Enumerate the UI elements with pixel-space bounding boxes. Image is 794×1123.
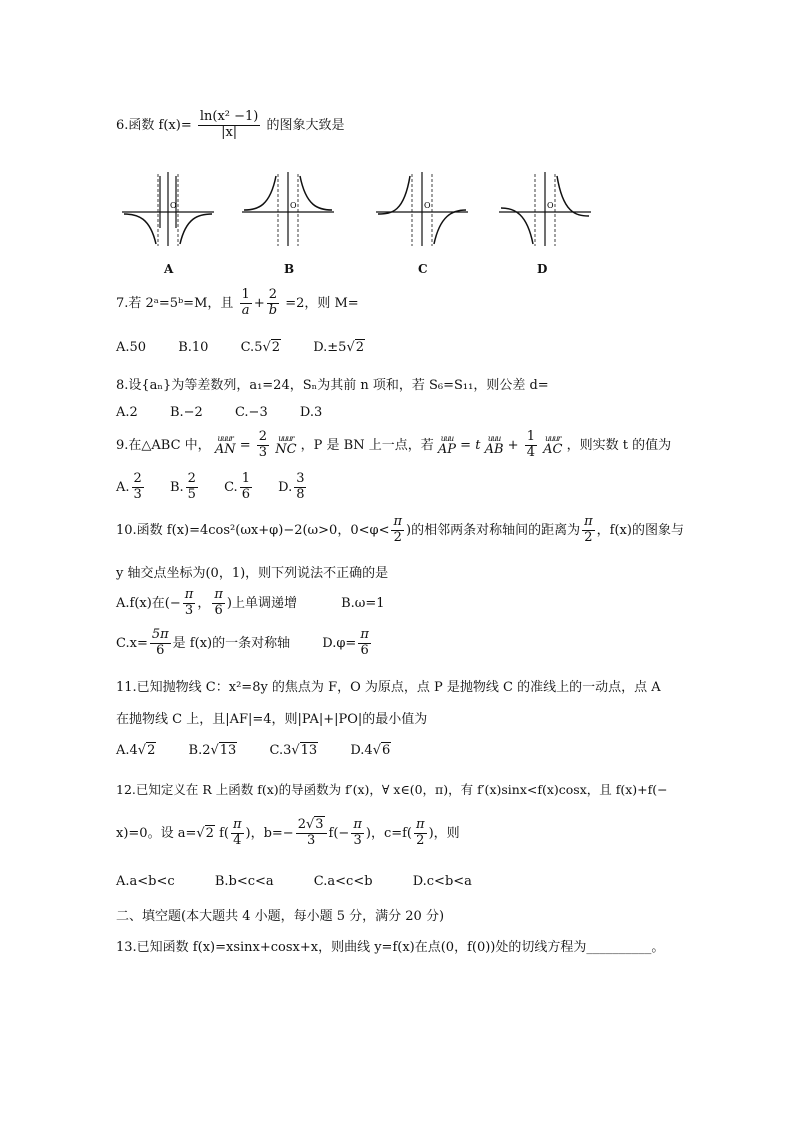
q8-option-a: A.2	[116, 405, 138, 420]
graph-d-label: D	[537, 262, 548, 276]
q9-option-c-pre: C.	[224, 479, 238, 495]
q6-denominator: |x|	[221, 124, 238, 140]
vector-an	[215, 435, 236, 456]
graph-d	[495, 168, 595, 248]
q11-option-b-rad: 13	[219, 743, 237, 758]
q11-option-b-pre: B.2	[188, 743, 211, 758]
q12-pi: π	[232, 817, 242, 832]
q10-line-2: y 轴交点坐标为(0，1)，则下列说法不正确的是	[116, 566, 389, 581]
vector-mark: uuu	[440, 433, 454, 443]
q11-option-a-pre: A.4	[116, 743, 138, 758]
q8-option-d: D.3	[299, 405, 323, 420]
q9-option-d	[278, 472, 308, 503]
q7-frac-2-num: 2	[268, 287, 278, 302]
q7-prefix: 7.若 2ᵃ=5ᵇ=M，且	[116, 295, 234, 311]
q10-options-cd	[116, 628, 401, 659]
q12-line-2: x)=0。设 a=√2 f( $\frac{\pi}{4}$ )，b=− $\frac{2√3}{3}$ f(− $\frac{\pi}{3}$ )，c=f( $\frac{\pi}{2}$ )，则	[116, 817, 460, 848]
q10-option-a	[116, 588, 297, 619]
q10-text-1: 10.函数 f(x)=4cos²(ωx+φ)−2(ω>0，0<φ<	[116, 522, 390, 538]
q12-text-e: )，则	[428, 825, 460, 841]
q11-option-c: C.3√13	[269, 743, 318, 758]
q10-option-d-pi: π	[360, 627, 369, 642]
q10-options-ab	[116, 588, 413, 619]
q12-f: f(	[219, 825, 229, 841]
q13-text: 13.已知函数 f(x)=xsinx+cosx+x，则曲线 y=f(x)在点(0，f(0))处的切线方程为	[116, 940, 587, 955]
q11-option-b: B.2√13	[188, 743, 237, 758]
q12-option-c: C.a<c<b	[313, 874, 373, 889]
q9-frac-2-den: 4	[526, 444, 535, 460]
q6-numerator: ln(x² −1)	[199, 109, 259, 124]
q7-options	[116, 340, 393, 355]
q11-option-a-rad: 2	[147, 743, 156, 758]
q10-comma: ，	[197, 595, 211, 611]
q12-rad-2: 2	[205, 825, 214, 841]
q7-suffix: =2，则 M=	[285, 295, 359, 311]
q9-option-a	[116, 472, 146, 503]
svg-text:O: O	[290, 201, 297, 210]
q12-pi-3: π	[416, 817, 425, 832]
q10-option-c-pre: C.x=	[116, 635, 148, 651]
q10-pi: π	[393, 514, 403, 529]
q9-option-b	[170, 472, 200, 503]
graph-b-label: B	[284, 262, 295, 276]
vector-ac	[543, 435, 562, 456]
q9-option-c-num: 1	[241, 471, 250, 486]
vector-mark: uuur	[545, 433, 561, 443]
q11-option-d-rad: 6	[382, 743, 391, 758]
q10-option-a-suffix: )上单调递增	[226, 595, 297, 611]
q11-option-c-rad: 13	[300, 743, 318, 758]
sqrt-symbol: √2	[346, 340, 365, 355]
section-2-heading: 二、填空题(本大题共 4 小题，每小题 5 分，满分 20 分)	[116, 909, 445, 924]
graph-a	[118, 168, 218, 248]
q11-option-d: D.4√6	[350, 743, 391, 758]
q9-option-c-den: 6	[241, 486, 250, 502]
q9-frac-den: 3	[258, 444, 268, 460]
graph-c	[372, 168, 472, 248]
sqrt-symbol: √2	[262, 340, 281, 355]
q7-frac-2-den: b	[268, 302, 278, 318]
q7-option-a: A.50	[116, 340, 147, 355]
q10-option-c	[116, 628, 290, 659]
q11-option-a: A.4√2	[116, 743, 156, 758]
q11-option-d-pre: D.4	[350, 743, 373, 758]
q9-frac	[257, 430, 269, 461]
q9-option-b-pre: B.	[169, 479, 184, 495]
q13-line	[116, 936, 664, 955]
q7-option-c	[241, 340, 281, 355]
q9-suffix: ，则实数 t 的值为	[566, 437, 672, 453]
q9-options	[116, 472, 328, 503]
q10-two: 2	[393, 529, 402, 545]
q11-line-1: 11.已知抛物线 C：x²=8y 的焦点为 F，O 为原点，点 P 是抛物线 C 的准线上的一动点，点 A	[116, 680, 661, 695]
q10-two-2: 2	[584, 529, 593, 545]
q10-option-a-pi-2: π	[214, 587, 223, 602]
q10-option-a-six: 6	[214, 602, 223, 618]
q7-option-d	[313, 340, 365, 355]
q6-fraction	[198, 110, 261, 141]
q9-option-b-num: 2	[187, 471, 196, 486]
vector-an-label: AN	[214, 441, 236, 457]
q12-four: 4	[233, 832, 242, 848]
q8-option-b: B.−2	[169, 405, 203, 420]
q10-option-a-three: 3	[184, 602, 194, 618]
q12-text-d: )，c=f(	[365, 825, 413, 841]
vector-ap	[438, 435, 456, 456]
q9-option-b-den: 5	[187, 486, 196, 502]
q11-option-c-pre: C.3	[269, 743, 292, 758]
graph-a-label: A	[164, 262, 174, 276]
q12-pi-2: π	[353, 817, 362, 832]
q10-option-c-den: 6	[156, 642, 165, 658]
q9-option-a-den: 3	[133, 486, 142, 502]
q9-equals-2: =	[460, 437, 472, 453]
q12-line-1: 12.已知定义在 R 上函数 f(x)的导函数为 f′(x)，∀ x∈(0，π)，有 f′(x)sinx<f(x)cosx，且 f(x)+f(−	[116, 782, 668, 797]
svg-text:O: O	[424, 201, 431, 210]
q7-option-d-radicand: 2	[355, 340, 365, 355]
q9-option-d-den: 8	[296, 486, 305, 502]
q7-option-d-pre: D.±5	[313, 340, 347, 355]
q9-t: t	[475, 437, 481, 453]
q10-text-2: )的相邻两条对称轴间的距离为	[406, 522, 581, 538]
q12-option-d: D.c<b<a	[412, 874, 472, 889]
q9-prefix: 9.在△ABC 中，	[116, 437, 211, 453]
q11-line-2: 在抛物线 C 上，且|AF|=4，则|PA|+|PO|的最小值为	[116, 712, 428, 727]
q9-plus: +	[507, 437, 519, 453]
q11-options	[116, 743, 419, 758]
vector-mark: uuur	[217, 433, 233, 443]
q8-options	[116, 405, 350, 420]
graph-c-label: C	[418, 262, 428, 276]
q7-line	[116, 288, 359, 319]
q9-option-c	[224, 472, 254, 503]
q12-options	[116, 874, 500, 889]
q7-option-c-radicand: 2	[271, 340, 281, 355]
q6-line	[116, 110, 345, 141]
q7-frac-2	[267, 288, 279, 319]
vector-ap-label: AP	[437, 441, 457, 457]
q9-mid: ，P 是 BN 上一点，若	[300, 437, 434, 453]
q9-frac-2	[525, 430, 537, 461]
q12-r3-pre: 2	[297, 817, 306, 832]
q10-option-a-pi: π	[184, 587, 194, 602]
q12-three: 3	[306, 832, 316, 848]
q9-equals: =	[239, 437, 251, 453]
q10-option-d-pre: D.φ=	[322, 635, 357, 651]
q6-suffix: 的图象大致是	[266, 117, 345, 133]
q9-frac-2-num: 1	[526, 429, 535, 444]
q10-option-c-suffix: 是 f(x)的一条对称轴	[172, 635, 291, 651]
q10-text-3: ，f(x)的图象与	[596, 522, 684, 538]
vector-nc	[275, 435, 296, 456]
svg-text:O: O	[547, 201, 554, 210]
q8-option-c: C.−3	[234, 405, 268, 420]
vector-nc-label: NC	[275, 441, 297, 457]
q10-line-1	[116, 515, 684, 546]
vector-ac-label: AC	[543, 441, 563, 457]
q12-text-a: x)=0。设 a=	[116, 825, 197, 841]
q10-option-c-num: 5π	[151, 627, 169, 642]
q7-frac-1-den: a	[241, 302, 250, 318]
q13-end: 。	[651, 940, 665, 955]
q10-pi-2: π	[584, 514, 593, 529]
q7-option-b: B.10	[178, 340, 209, 355]
q8-line: 8.设{aₙ}为等差数列，a₁=24，Sₙ为其前 n 项和，若 S₆=S₁₁，则公差 d=	[116, 378, 549, 393]
q12-text-b: )，b=−	[245, 825, 294, 841]
q6-prefix: 6.函数 f(x)=	[116, 117, 192, 133]
q7-option-c-pre: C.5	[240, 340, 263, 355]
q12-two: 2	[416, 832, 425, 848]
q10-option-b: B.ω=1	[341, 595, 385, 611]
q10-option-a-pre: A.f(x)在(−	[116, 595, 181, 611]
q12-option-b: B.b<c<a	[214, 874, 274, 889]
q12-three-2: 3	[353, 832, 362, 848]
q9-line	[116, 430, 671, 461]
vector-mark: uuu	[487, 433, 501, 443]
q7-plus: +	[253, 295, 265, 311]
vector-ab	[485, 435, 504, 456]
q9-option-a-pre: A.	[116, 479, 130, 495]
graph-b	[238, 168, 338, 248]
q12-option-a: A.a<b<c	[116, 874, 175, 889]
q9-option-a-num: 2	[133, 471, 142, 486]
q7-frac-1-num: 1	[241, 287, 250, 302]
q7-frac-1	[240, 288, 252, 319]
q9-option-d-num: 3	[296, 471, 305, 486]
q12-rad-3: 3	[315, 817, 324, 832]
vector-mark: uuur	[278, 433, 294, 443]
q13-answer-blank[interactable]: __________	[586, 940, 652, 955]
svg-text:O: O	[170, 201, 177, 210]
q10-option-d	[322, 628, 373, 659]
q12-text-c: f(−	[328, 825, 350, 841]
q10-option-d-six: 6	[360, 642, 369, 658]
vector-ab-label: AB	[484, 441, 504, 457]
q9-frac-num: 2	[258, 429, 268, 444]
q9-option-d-pre: D.	[278, 479, 293, 495]
